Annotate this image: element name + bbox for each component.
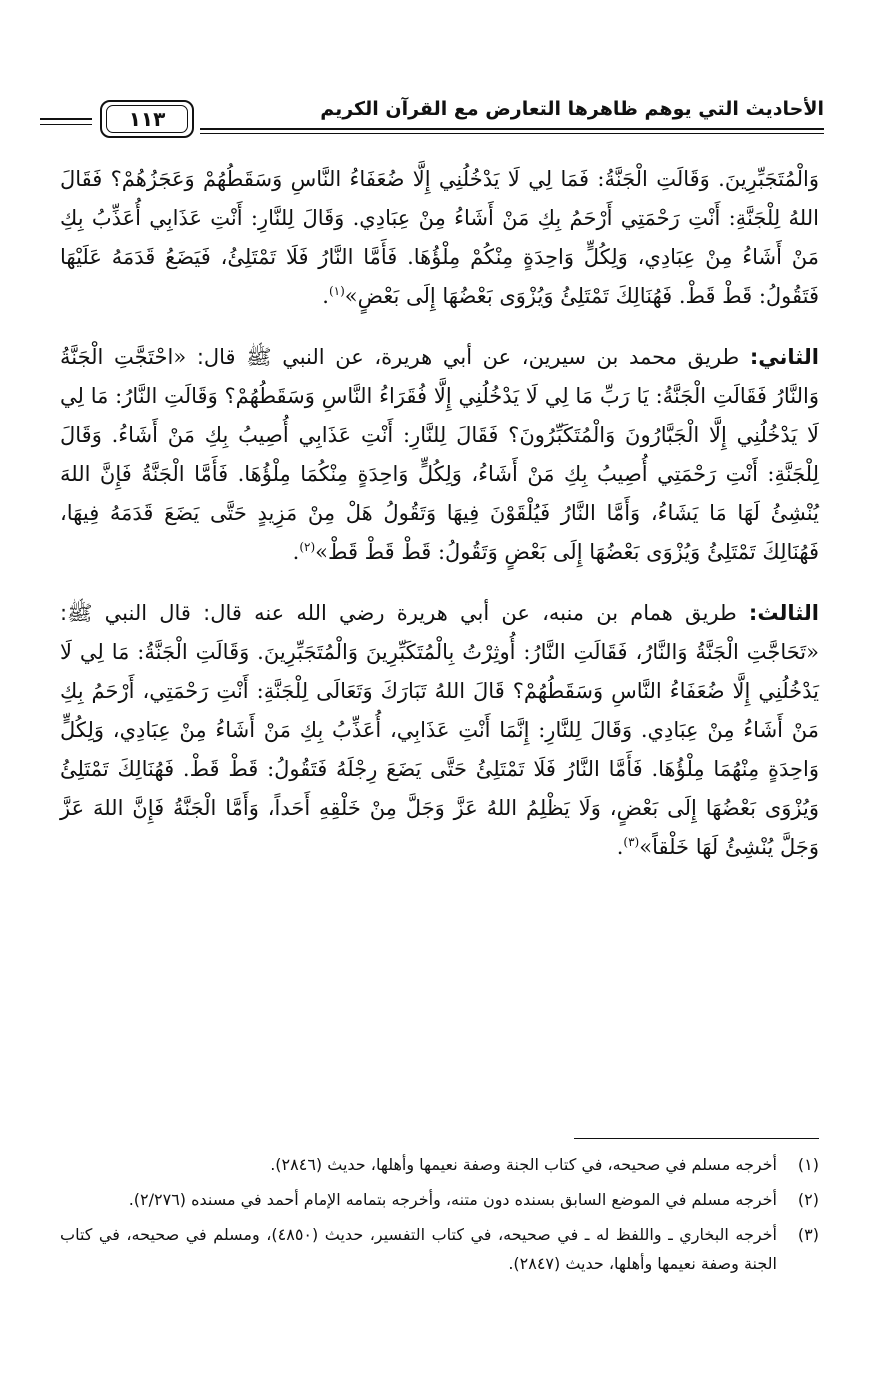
page-number: ١١٣ — [128, 107, 166, 131]
section-lead-second: الثاني: — [749, 345, 819, 369]
hadith-text: «احْتَجَّتِ الْجَنَّةُ وَالنَّارُ فَقَالَتِ الْجَنَّةُ: يَا رَبِّ مَا لِي لَا يَدْخُلُنِي إِلَّا فُقَرَاءُ النَّاسِ وَسَقَطُهُمْ؟ وَقَالَتِ النَّارُ: مَا لِي لَا يَدْخُلُنِي إِلَّا الْجَبَّارُونَ وَالْمُتَكَبِّرُونَ؟ فَقَالَ لِلنَّارِ: أَنْتِ عَذَابِي أُصِيبُ بِكِ مَنْ أَشَاءُ. وَقَالَ لِلْجَنَّةِ: أَنْتِ رَحْمَتِي أُصِيبُ بِكِ مَنْ أَشَاءُ، وَلِكُلٍّ وَاحِدَةٍ مِنْكُمَا مِلْؤُهَا. فَأَمَّا الْجَنَّةُ فَإِنَّ اللهَ يُنْشِئُ لَهَا مَا يَشَاءُ، وَأَمَّا النَّارُ فَيُلْقَوْنَ فِيهَا وَتَقُولُ هَلْ مِنْ مَزِيدٍ حَتَّى يَضَعَ قَدَمَهُ فِيهَا، فَهُنَالِكَ تَمْتَلِئُ وَيُزْوَى بَعْضُهَا إِلَى بَعْضٍ وَتَقُولُ: قَطْ قَطْ قَطْ» — [60, 345, 819, 564]
footnotes — [60, 1150, 819, 1284]
header-rule-left-thin — [40, 124, 92, 125]
paragraph-3: الثالث: طريق همام بن منبه، عن أبي هريرة رضي الله عنه قال: قال النبي ﷺ: «تَحَاجَّتِ الْجَنَّةُ وَالنَّارُ، فَقَالَتِ النَّارُ: أُوثِرْتُ بِالْمُتَكَبِّرِينَ وَالْمُتَجَبِّرِينَ. وَقَالَتِ الْجَنَّةُ: مَا لِي لَا يَدْخُلُنِي إِلَّا ضُعَفَاءُ النَّاسِ وَسَقَطُهُمْ؟ قَالَ اللهُ تَبَارَكَ وَتَعَالَى لِلْجَنَّةِ: أَنْتِ رَحْمَتِي، أَرْحَمُ بِكِ مَنْ أَشَاءُ مِنْ عِبَادِي. وَقَالَ لِلنَّارِ: إِنَّمَا أَنْتِ عَذَابِي، أُعَذِّبُ بِكِ مَنْ أَشَاءُ مِنْ عِبَادِي، وَلِكُلٍّ وَاحِدَةٍ مِنْهُمَا مِلْؤُهَا. فَأَمَّا النَّارُ فَلَا تَمْتَلِئُ حَتَّى يَضَعَ رِجْلَهُ فَتَقُولُ: قَطْ قَطْ. فَهُنَالِكَ تَمْتَلِئُ وَيُزْوَى بَعْضُهَا إِلَى بَعْضٍ، وَلَا يَظْلِمُ اللهُ عَزَّ وَجَلَّ مِنْ خَلْقِهِ أَحَداً، وَأَمَّا الْجَنَّةُ فَإِنَّ اللهَ عَزَّ وَجَلَّ يُنْشِئُ لَهَا خَلْقاً»$^{(٣)}$. — [60, 601, 819, 859]
footnote-ref-3: (٣) — [623, 835, 640, 849]
footnote-number: (٣) — [797, 1225, 819, 1244]
footnote-ref-1: (١) — [328, 284, 345, 298]
footnote-3 — [60, 1220, 819, 1278]
hadith-text: «تَحَاجَّتِ الْجَنَّةُ وَالنَّارُ، فَقَالَتِ النَّارُ: أُوثِرْتُ بِالْمُتَكَبِّرِينَ وَالْمُتَجَبِّرِينَ. وَقَالَتِ الْجَنَّةُ: مَا لِي لَا يَدْخُلُنِي إِلَّا ضُعَفَاءُ النَّاسِ وَسَقَطُهُمْ؟ قَالَ اللهُ تَبَارَكَ وَتَعَالَى لِلْجَنَّةِ: أَنْتِ رَحْمَتِي، أَرْحَمُ بِكِ مَنْ أَشَاءُ مِنْ عِبَادِي. وَقَالَ لِلنَّارِ: إِنَّمَا أَنْتِ عَذَابِي، أُعَذِّبُ بِكِ مَنْ أَشَاءُ مِنْ عِبَادِي، وَلِكُلٍّ وَاحِدَةٍ مِنْهُمَا مِلْؤُهَا. فَأَمَّا النَّارُ فَلَا تَمْتَلِئُ حَتَّى يَضَعَ رِجْلَهُ فَتَقُولُ: قَطْ قَطْ. فَهُنَالِكَ تَمْتَلِئُ وَيُزْوَى بَعْضُهَا إِلَى بَعْضٍ، وَلَا يَظْلِمُ اللهُ عَزَّ وَجَلَّ مِنْ خَلْقِهِ أَحَداً، وَأَمَّا الْجَنَّةُ فَإِنَّ اللهَ عَزَّ وَجَلَّ يُنْشِئُ لَهَا خَلْقاً» — [60, 640, 819, 859]
footnote-number: (١) — [797, 1155, 819, 1174]
footnote-2 — [60, 1185, 819, 1214]
footnote-number: (٢) — [797, 1190, 819, 1209]
page-number-frame — [100, 100, 194, 138]
hadith-text: وَالْمُتَجَبِّرِينَ. وَقَالَتِ الْجَنَّةُ: فَمَا لِي لَا يَدْخُلُنِي إِلَّا ضُعَفَاءُ النَّاسِ وَسَقَطُهُمْ وَعَجَزُهُمْ؟ فَقَالَ اللهُ لِلْجَنَّةِ: أَنْتِ رَحْمَتِي أَرْحَمُ بِكِ مَنْ أَشَاءُ مِنْ عِبَادِي. وَقَالَ لِلنَّارِ: أَنْتِ عَذَابِي أُعَذِّبُ بِكِ مَنْ أَشَاءُ مِنْ عِبَادِي، وَلِكُلٍّ وَاحِدَةٍ مِنْكُمْ مِلْؤُهَا. فَأَمَّا النَّارُ فَلَا تَمْتَلِئُ، فَيَضَعُ قَدَمَهُ عَلَيْهَا فَتَقُولُ: قَطْ قَطْ. فَهُنَالِكَ تَمْتَلِئُ وَيُزْوَى بَعْضُهَا إِلَى بَعْضٍ» — [60, 167, 819, 308]
footnote-text: أخرجه مسلم في الموضع السابق بسنده دون متنه، وأخرجه بتمامه الإمام أحمد في مسنده (٢/٢٧٦). — [128, 1190, 777, 1209]
paragraph-2: الثاني: طريق محمد بن سيرين، عن أبي هريرة، عن النبي ﷺ قال: «احْتَجَّتِ الْجَنَّةُ وَالنَّارُ فَقَالَتِ الْجَنَّةُ: يَا رَبِّ مَا لِي لَا يَدْخُلُنِي إِلَّا فُقَرَاءُ النَّاسِ وَسَقَطُهُمْ؟ وَقَالَتِ النَّارُ: مَا لِي لَا يَدْخُلُنِي إِلَّا الْجَبَّارُونَ وَالْمُتَكَبِّرُونَ؟ فَقَالَ لِلنَّارِ: أَنْتِ عَذَابِي أُصِيبُ بِكِ مَنْ أَشَاءُ. وَقَالَ لِلْجَنَّةِ: أَنْتِ رَحْمَتِي أُصِيبُ بِكِ مَنْ أَشَاءُ، وَلِكُلٍّ وَاحِدَةٍ مِنْكُمَا مِلْؤُهَا. فَأَمَّا الْجَنَّةُ فَإِنَّ اللهَ يُنْشِئُ لَهَا مَا يَشَاءُ، وَأَمَّا النَّارُ فَيُلْقَوْنَ فِيهَا وَتَقُولُ هَلْ مِنْ مَزِيدٍ حَتَّى يَضَعَ قَدَمَهُ فِيهَا، فَهُنَالِكَ تَمْتَلِئُ وَيُزْوَى بَعْضُهَا إِلَى بَعْضٍ وَتَقُولُ: قَطْ قَطْ قَطْ»$^{(٢)}$. — [60, 345, 819, 564]
footnote-1 — [60, 1150, 819, 1179]
footnote-text: أخرجه مسلم في صحيحه، في كتاب الجنة وصفة نعيمها وأهلها، حديث (٢٨٤٦). — [270, 1155, 777, 1174]
footnote-ref-2: (٢) — [299, 540, 316, 554]
paragraph-1: وَالْمُتَجَبِّرِينَ. وَقَالَتِ الْجَنَّةُ: فَمَا لِي لَا يَدْخُلُنِي إِلَّا ضُعَفَاءُ النَّاسِ وَسَقَطُهُمْ وَعَجَزُهُمْ؟ فَقَالَ اللهُ لِلْجَنَّةِ: أَنْتِ رَحْمَتِي أَرْحَمُ بِكِ مَنْ أَشَاءُ مِنْ عِبَادِي. وَقَالَ لِلنَّارِ: أَنْتِ عَذَابِي أُعَذِّبُ بِكِ مَنْ أَشَاءُ مِنْ عِبَادِي، وَلِكُلٍّ وَاحِدَةٍ مِنْكُمْ مِلْؤُهَا. فَأَمَّا النَّارُ فَلَا تَمْتَلِئُ، فَيَضَعُ قَدَمَهُ عَلَيْهَا فَتَقُولُ: قَطْ قَطْ. فَهُنَالِكَ تَمْتَلِئُ وَيُزْوَى بَعْضُهَا إِلَى بَعْضٍ»$^{(١)}$. — [60, 167, 819, 308]
running-title: الأحاديث التي يوهم ظاهرها التعارض مع القرآن الكريم — [320, 98, 824, 120]
header-rule — [200, 128, 824, 130]
header-rule-left — [40, 118, 92, 120]
main-text — [60, 160, 819, 889]
chain-of-narration: طريق همام بن منبه، عن أبي هريرة رضي الله عنه قال: قال النبي ﷺ: — [60, 601, 737, 625]
section-lead-third: الثالث: — [748, 601, 819, 625]
footnote-separator — [574, 1138, 819, 1139]
header-rule-thin — [200, 133, 824, 134]
footnote-text: أخرجه البخاري ـ واللفظ له ـ في صحيحه، في كتاب التفسير، حديث (٤٨٥٠)، ومسلم في صحيحه، في كتاب الجنة وصفة نعيمها وأهلها، حديث (٢٨٤٧). — [60, 1225, 778, 1273]
chain-of-narration: طريق محمد بن سيرين، عن أبي هريرة، عن النبي ﷺ قال: — [196, 345, 740, 369]
page-header — [40, 92, 824, 144]
